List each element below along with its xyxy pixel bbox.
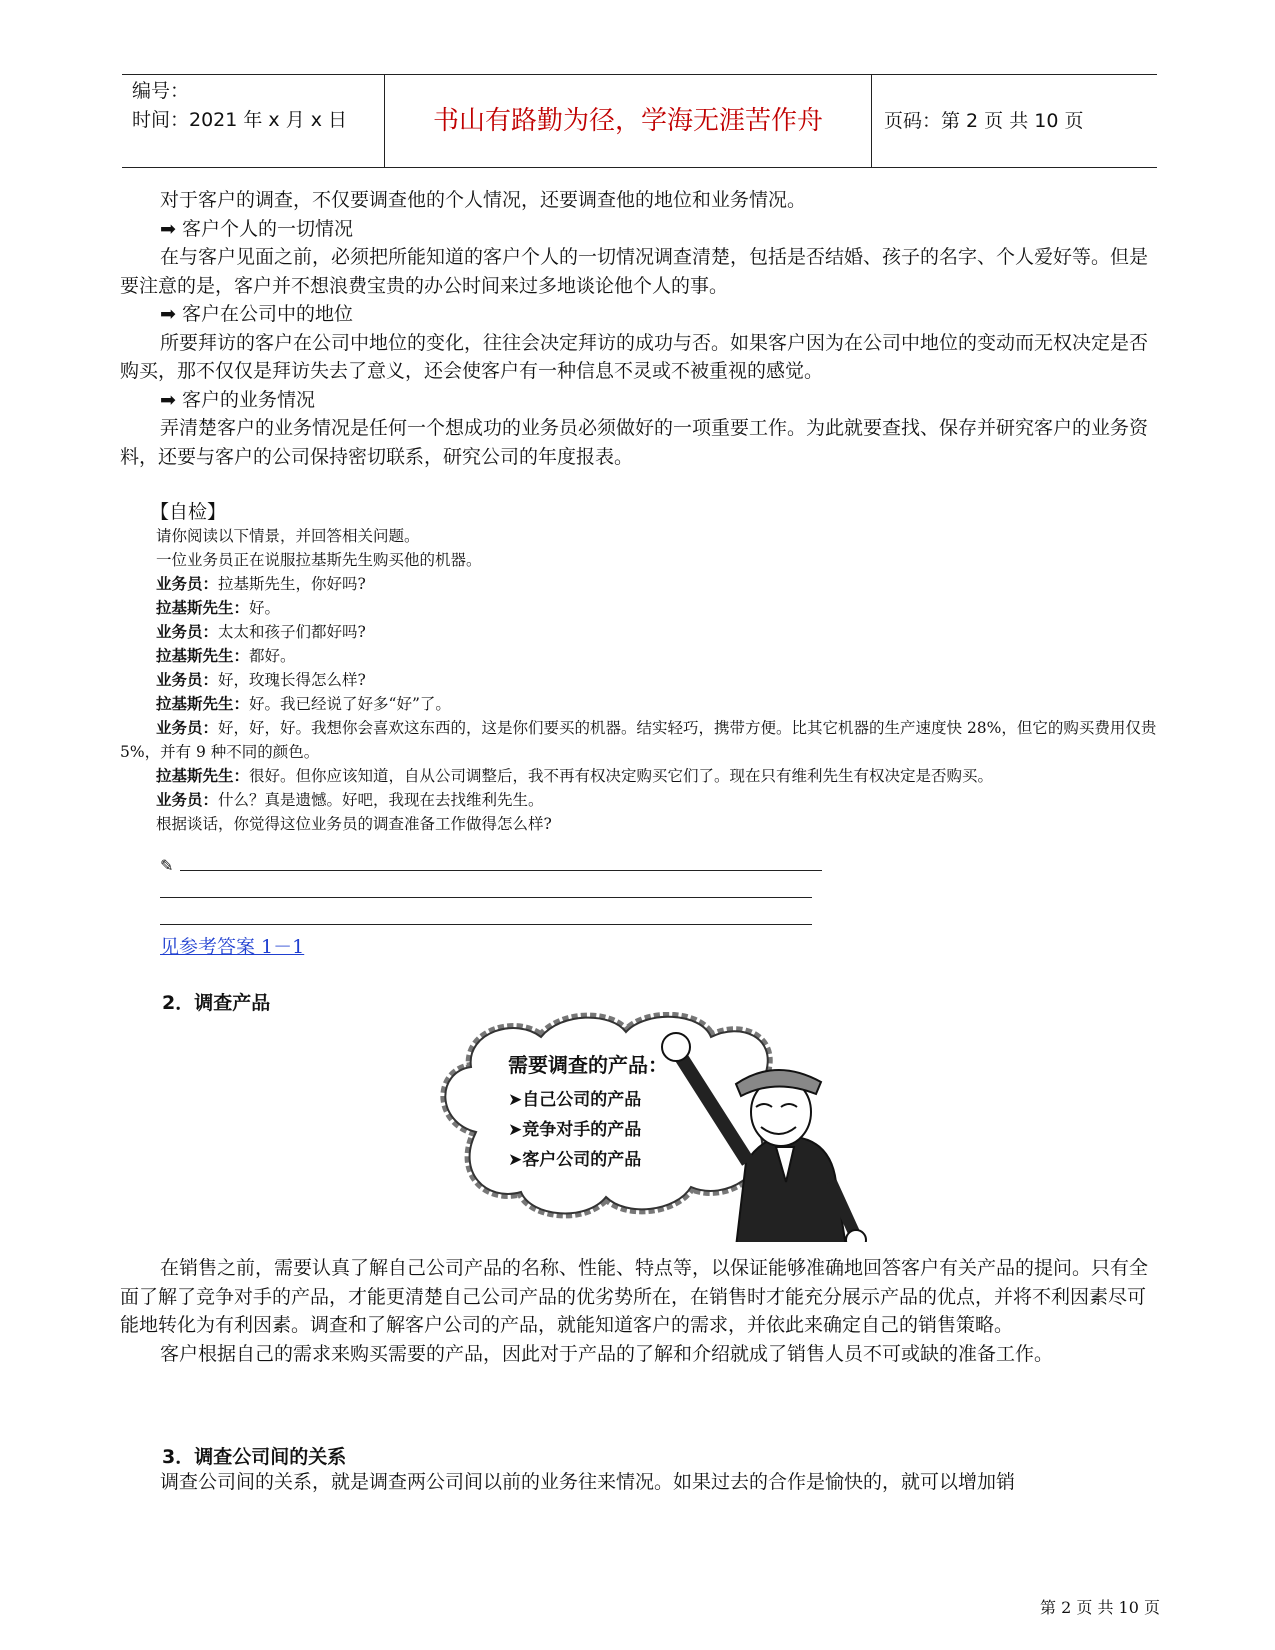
arrow-icon: ➡: [160, 303, 176, 325]
header-page-label: 页码：第 2 页 共 10 页: [884, 110, 1084, 132]
selfcheck-intro: 请你阅读以下情景，并回答相关问题。: [156, 527, 420, 545]
paragraph: 对于客户的调查，不仅要调查他的个人情况，还要调查他的地位和业务情况。: [160, 189, 807, 211]
paragraph: 所要拜访的客户在公司中地位的变化，往往会决定拜访的成功与否。如果客户因为在公司中地位的变动而无权决定是否购买，那不仅仅是拜访失去了意义，还会使客户有一种信息不灵或不被重视的感觉。: [120, 331, 1149, 382]
answer-line[interactable]: [160, 897, 812, 898]
bullet-item: [120, 215, 1160, 244]
bullet-label: 客户在公司中的地位: [181, 303, 353, 325]
page-header: [122, 74, 1157, 168]
speaker: 业务员：: [156, 574, 219, 593]
speaker: 业务员：: [156, 718, 219, 737]
utterance: 拉基斯先生，你好吗?: [218, 575, 366, 593]
paragraph: 客户根据自己的需求来购买需要的产品，因此对于产品的了解和介绍就成了销售人员不可或缺的准备工作。: [160, 1342, 1054, 1365]
bullet-item: [120, 386, 1160, 415]
product-survey-illustration: [436, 1012, 876, 1242]
dialogue-line: [120, 668, 1160, 692]
utterance: 都好。: [249, 647, 296, 665]
utterance: 好。: [249, 599, 281, 617]
illustration-item: ➤竞争对手的产品: [508, 1120, 642, 1140]
utterance: 好。我已经说了好多“好”了。: [249, 695, 451, 713]
bullet-label: 客户的业务情况: [181, 388, 315, 411]
dialogue-line: [120, 764, 1160, 788]
time-label: 时间：2021 年 x 月 x 日: [132, 109, 348, 131]
arrow-icon: ➡: [160, 388, 176, 411]
illustration-item: ➤自己公司的产品: [508, 1090, 642, 1110]
bullet-label: 客户个人的一切情况: [181, 217, 353, 240]
illustration-heading: 需要调查的产品：: [508, 1053, 668, 1077]
paragraph: 调查公司间的关系，就是调查两公司间以前的业务往来情况。如果过去的合作是愉快的，就可以增加销: [160, 1471, 1016, 1493]
dialogue-line: [120, 692, 1160, 716]
paragraph: 在销售之前，需要认真了解自己公司产品的名称、性能、特点等，以保证能够准确地回答客户有关产品的提问。只有全面了解了竞争对手的产品，才能更清楚自己公司产品的优劣势所在，在销售时才能充分展示产品的优点，并将不利因素尽可能地转化为有利因素。调查和了解客户公司的产品，就能知道客户的需求，并依此来确定自己的销售策略。: [120, 1257, 1149, 1336]
speaker: 拉基斯先生：: [156, 766, 250, 785]
selfcheck-question: 根据谈话，你觉得这位业务员的调查准备工作做得怎么样?: [156, 815, 552, 833]
company-relation-text: [120, 1468, 1160, 1498]
utterance: 太太和孩子们都好吗?: [218, 623, 366, 641]
cloud-salesman-graphic: [436, 1012, 876, 1242]
speaker: 拉基斯先生：: [156, 646, 250, 665]
speaker: 拉基斯先生：: [156, 598, 250, 617]
answer-reference-link[interactable]: 见参考答案 1－1: [160, 936, 305, 958]
selfcheck-title: 【自检】: [150, 501, 227, 523]
dialogue-line: [120, 620, 1160, 644]
arrow-icon: ➡: [160, 217, 176, 240]
answer-line[interactable]: [180, 870, 822, 871]
header-motto: 书山有路勤为径，学海无涯苦作舟: [384, 75, 872, 167]
paragraph: 弄清楚客户的业务情况是任何一个想成功的业务员必须做好的一项重要工作。为此就要查找、保存并研究客户的业务资料，还要与客户的公司保持密切联系，研究公司的年度报表。: [120, 417, 1149, 468]
dialogue-line: [120, 716, 1160, 764]
selfcheck-intro: 一位业务员正在说服拉基斯先生购买他的机器。: [156, 551, 482, 569]
dialogue-line: [120, 788, 1160, 812]
utterance: 什么？真是遗憾。好吧，我现在去找维利先生。: [218, 791, 544, 809]
dialogue-line: [120, 572, 1160, 596]
section-3-title: 3．调查公司间的关系: [162, 1446, 347, 1468]
dialogue-line: [120, 596, 1160, 620]
speaker: 业务员：: [156, 622, 219, 641]
illustration-item: ➤客户公司的产品: [508, 1150, 642, 1170]
utterance: 好，好，好。我想你会喜欢这东西的，这是你们要买的机器。结实轻巧，携带方便。比其它机器的生产速度快 28%，但它的购买费用仅贵 5%，并有 9 种不同的颜色。: [120, 719, 1157, 761]
speaker: 拉基斯先生：: [156, 694, 250, 713]
section-2-title: 2．调查产品: [162, 992, 271, 1014]
customer-survey-section: [120, 186, 1160, 471]
answer-line[interactable]: [160, 924, 812, 925]
number-label: 编号：: [132, 80, 190, 102]
bullet-item: [120, 300, 1160, 329]
speaker: 业务员：: [156, 670, 219, 689]
header-meta: [132, 77, 382, 135]
product-survey-text: [120, 1254, 1160, 1368]
pencil-icon: ✎: [160, 856, 174, 875]
utterance: 很好。但你应该知道，自从公司调整后，我不再有权决定购买它们了。现在只有维利先生有权决定是否购买。: [249, 767, 994, 785]
utterance: 好，玫瑰长得怎么样?: [218, 671, 366, 689]
page-footer: 第 2 页 共 10 页: [1040, 1598, 1160, 1617]
paragraph: 在与客户见面之前，必须把所能知道的客户个人的一切情况调查清楚，包括是否结婚、孩子的名字、个人爱好等。但是要注意的是，客户并不想浪费宝贵的办公时间来过多地谈论他个人的事。: [120, 246, 1149, 297]
dialogue-line: [120, 644, 1160, 668]
speaker: 业务员：: [156, 790, 219, 809]
selfcheck-dialogue: [120, 524, 1160, 836]
